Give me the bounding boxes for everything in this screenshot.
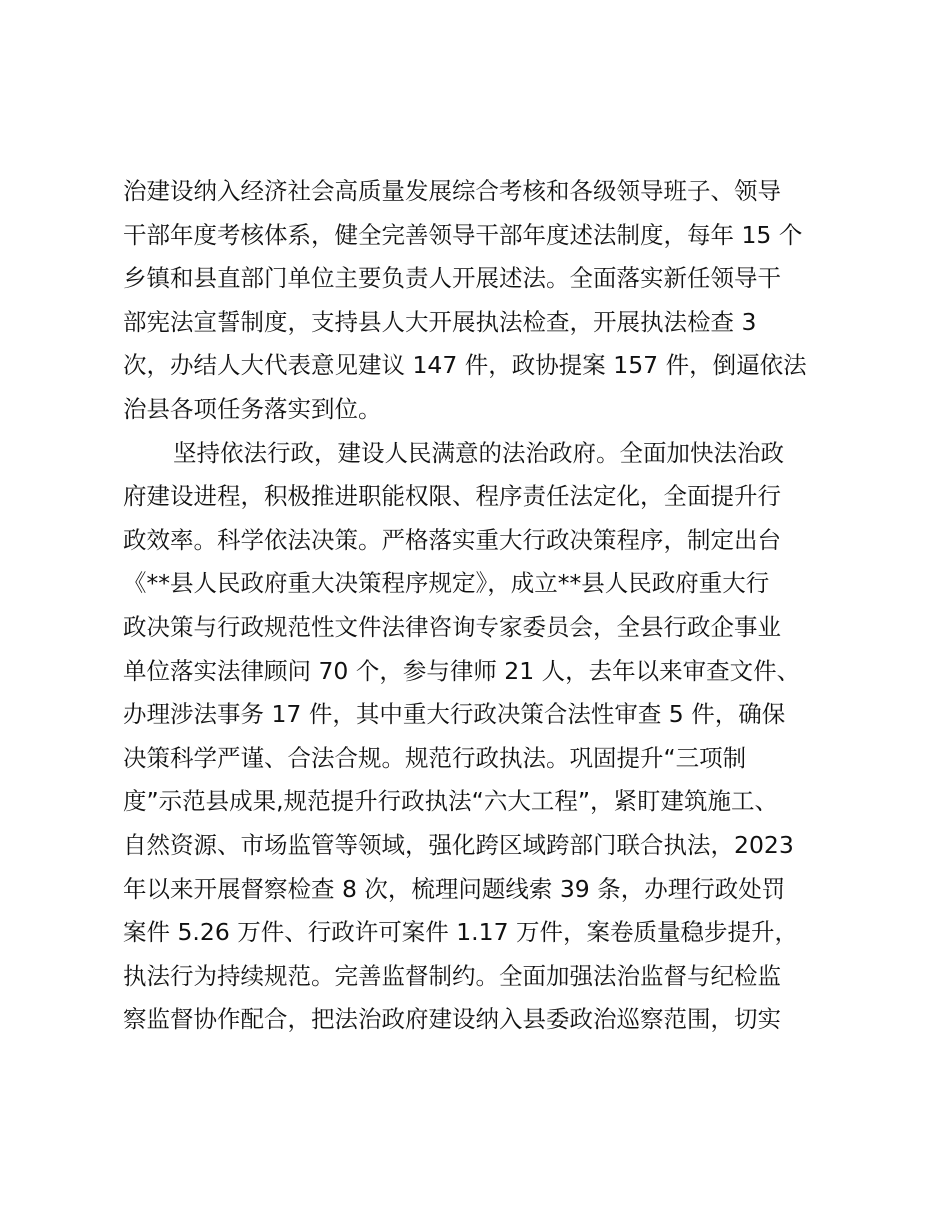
text-line: 部宪法宣誓制度，支持县人大开展执法检查，开展执法检查 3 [123, 307, 757, 336]
text-line: 《**县人民政府重大决策程序规定》，成立**县人民政府重大行 [123, 569, 770, 598]
body-text [123, 170, 843, 1042]
text-line: 办理涉法事务 17 件，其中重大行政决策合法性审查 5 件，确保 [123, 700, 786, 729]
text-line: 执法行为持续规范。完善监督制约。全面加强法治监督与纪检监 [123, 961, 781, 990]
text-line: 年以来开展督察检查 8 次，梳理问题线索 39 条，办理行政处罚 [123, 874, 786, 903]
text-line: 决策科学严谨、合法合规。规范行政执法。巩固提升“三项制 [123, 743, 747, 772]
text-line: 自然资源、市场监管等领域，强化跨区域跨部门联合执法，2023 [123, 830, 794, 859]
paragraph-start-line: 坚持依法行政，建设人民满意的法治政府。全面加快法治政 [173, 438, 784, 467]
text-line: 案件 5.26 万件、行政许可案件 1.17 万件，案卷质量稳步提升， [123, 918, 799, 947]
text-line: 府建设进程，积极推进职能权限、程序责任法定化，全面提升行 [123, 482, 781, 511]
text-line: 次，办结人大代表意见建议 147 件，政协提案 157 件，倒逼依法 [123, 351, 807, 380]
text-line: 干部年度考核体系，健全完善领导干部年度述法制度，每年 15 个 [123, 220, 803, 249]
text-line: 治县各项任务落实到位。 [123, 394, 382, 423]
text-line: 政效率。科学依法决策。严格落实重大行政决策程序，制定出台 [123, 525, 781, 554]
text-line: 度”示范县成果,规范提升行政执法“六大工程”，紧盯建筑施工、 [123, 787, 778, 816]
text-line: 乡镇和县直部门单位主要负责人开展述法。全面落实新任领导干 [123, 264, 781, 293]
text-line: 察监督协作配合，把法治政府建设纳入县委政治巡察范围，切实 [123, 1005, 781, 1034]
text-line: 治建设纳入经济社会高质量发展综合考核和各级领导班子、领导 [123, 177, 781, 205]
text-line: 单位落实法律顾问 70 个，参与律师 21 人，去年以来审查文件、 [123, 656, 801, 685]
text-line: 政决策与行政规范性文件法律咨询专家委员会，全县行政企事业 [123, 612, 781, 641]
